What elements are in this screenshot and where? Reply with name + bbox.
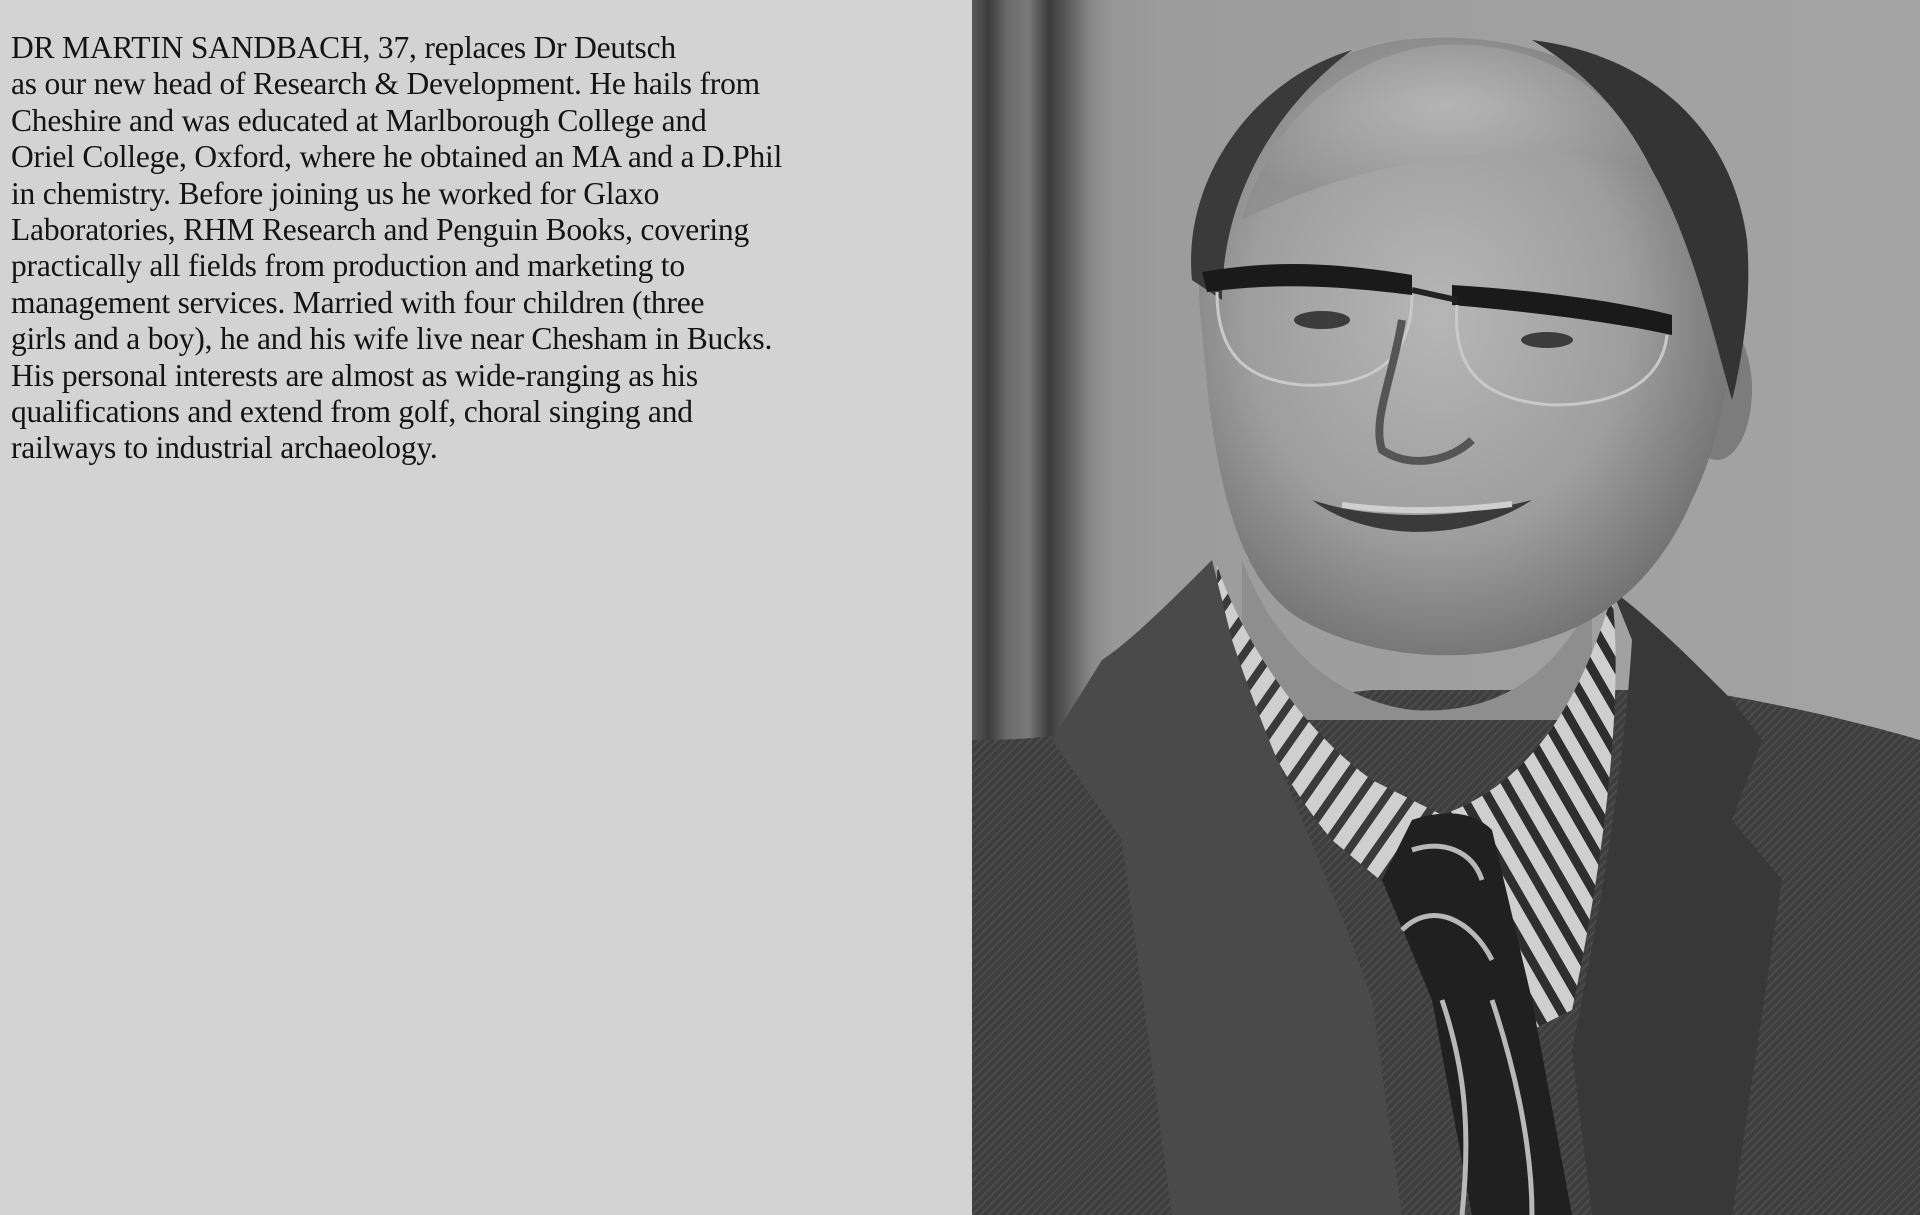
article-line: DR MARTIN SANDBACH, 37, replaces Dr Deutsch xyxy=(11,30,676,65)
article-text xyxy=(11,30,971,467)
article-line: management services. Married with four children (three xyxy=(11,284,705,320)
eye-right xyxy=(1521,332,1573,348)
article-line: qualifications and extend from golf, choral singing and xyxy=(11,394,693,430)
eye-left xyxy=(1294,311,1350,329)
portrait-illustration xyxy=(972,0,1920,1215)
article-line: His personal interests are almost as wide-ranging as his xyxy=(11,357,698,393)
article-line: Laboratories, RHM Research and Penguin Books, covering xyxy=(11,212,750,248)
curtain xyxy=(972,0,1112,780)
article-line: as our new head of Research & Development. He hails from xyxy=(11,66,760,102)
article-line: girls and a boy), he and his wife live near Chesham in Bucks. xyxy=(11,321,773,357)
article-line: Oriel College, Oxford, where he obtained an MA and a D.Phil xyxy=(11,139,783,175)
article-line: Cheshire and was educated at Marlborough College and xyxy=(11,102,707,138)
portrait-photo xyxy=(972,0,1920,1215)
article-line: practically all fields from production and marketing to xyxy=(11,248,685,284)
article-line: in chemistry. Before joining us he worked for Glaxo xyxy=(11,175,660,211)
article-line: railways to industrial archaeology. xyxy=(11,430,438,466)
